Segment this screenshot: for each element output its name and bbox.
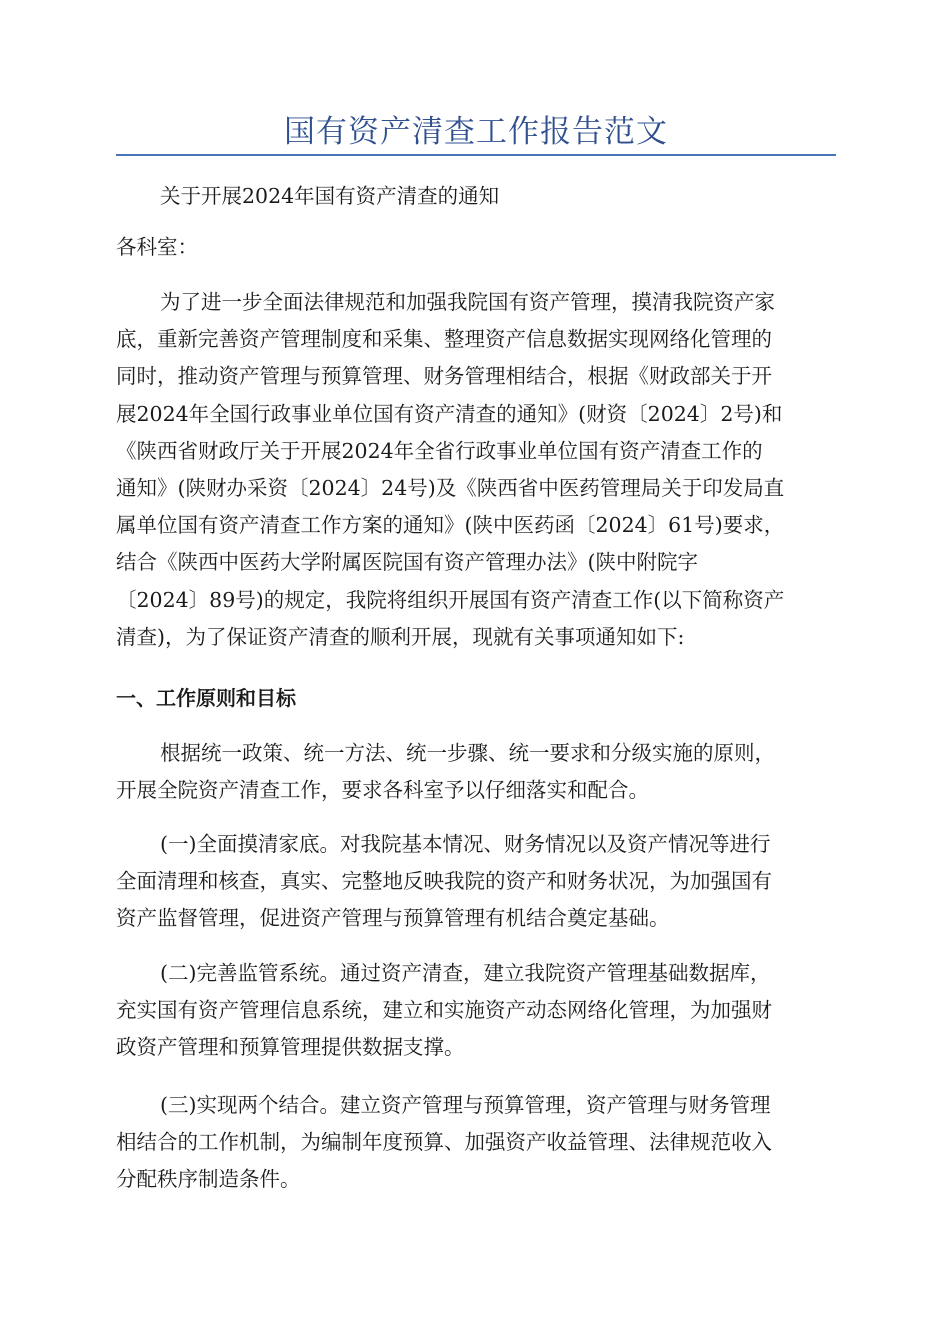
intro-line-6: 通知》(陕财办采资〔2024〕24号)及《陕西省中医药管理局关于印发局直 [116, 476, 785, 501]
item-3-line-3: 分配秩序制造条件。 [116, 1167, 301, 1192]
intro-line-2: 底，重新完善资产管理制度和采集、整理资产信息数据实现网络化管理的 [116, 327, 772, 352]
item-1-paragraph [116, 826, 836, 938]
intro-line-1: 为了进一步全面法律规范和加强我院国有资产管理，摸清我院资产家 [160, 290, 775, 314]
item-2-line-3: 政资产管理和预算管理提供数据支撑。 [116, 1035, 465, 1060]
section-1-line-2: 开展全院资产清查工作，要求各科室予以仔细落实和配合。 [116, 778, 649, 803]
intro-line-8: 结合《陕西中医药大学附属医院国有资产管理办法》(陕中附院字 [116, 550, 698, 575]
item-3-paragraph [116, 1087, 836, 1199]
intro-line-4: 展2024年全国行政事业单位国有资产清查的通知》(财资〔2024〕2号)和 [116, 401, 783, 426]
item-2-paragraph [116, 955, 836, 1067]
salutation: 各科室： [116, 235, 198, 259]
section-1-paragraph [116, 735, 836, 809]
item-1-line-3: 资产监督管理，促进资产管理与预算管理有机结合奠定基础。 [116, 906, 670, 931]
intro-line-10: 清查)，为了保证资产清查的顺利开展，现就有关事项通知如下: [116, 624, 685, 649]
item-3-line-1: (三)实现两个结合。建立资产管理与预算管理，资产管理与财务管理 [160, 1093, 771, 1117]
item-1-line-1: (一)全面摸清家底。对我院基本情况、财务情况以及资产情况等进行 [160, 832, 771, 856]
intro-line-5: 《陕西省财政厅关于开展2024年全省行政事业单位国有资产清查工作的 [116, 438, 763, 463]
item-3-line-2: 相结合的工作机制，为编制年度预算、加强资产收益管理、法律规范收入 [116, 1130, 772, 1155]
intro-paragraph [116, 284, 836, 656]
item-2-line-2: 充实国有资产管理信息系统，建立和实施资产动态网络化管理，为加强财 [116, 998, 772, 1023]
section-1-line-1: 根据统一政策、统一方法、统一步骤、统一要求和分级实施的原则， [160, 741, 775, 765]
section-1-heading: 一、工作原则和目标 [116, 686, 296, 710]
intro-line-9: 〔2024〕89号)的规定，我院将组织开展国有资产清查工作(以下简称资产 [116, 587, 785, 612]
notice-title: 关于开展2024年国有资产清查的通知 [160, 184, 500, 208]
intro-line-3: 同时，推动资产管理与预算管理、财务管理相结合，根据《财政部关于开 [116, 364, 772, 389]
title-underline [116, 154, 836, 156]
document-title: 国有资产清查工作报告范文 [284, 114, 668, 150]
item-2-line-1: (二)完善监管系统。通过资产清查，建立我院资产管理基础数据库， [160, 961, 771, 985]
item-1-line-2: 全面清理和核查，真实、完整地反映我院的资产和财务状况，为加强国有 [116, 869, 772, 894]
intro-line-7: 属单位国有资产清查工作方案的通知》(陕中医药函〔2024〕61号)要求， [116, 513, 785, 538]
